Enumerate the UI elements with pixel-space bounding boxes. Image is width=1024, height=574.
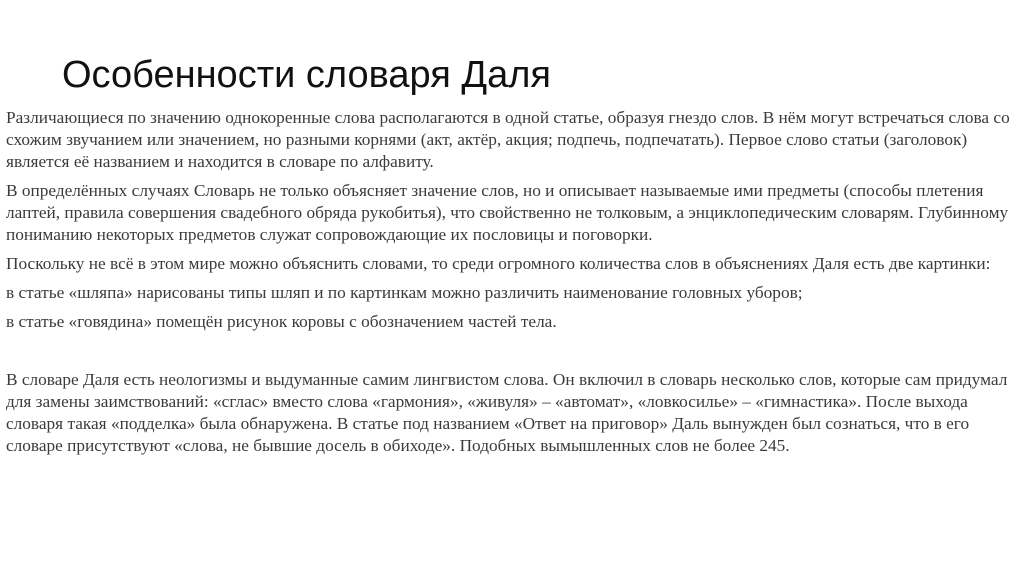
paragraph-beef-picture: в статье «говядина» помещён рисунок коровы с обозначением частей тела. xyxy=(6,312,557,331)
paragraph-word-nests: Различающиеся по значению однокоренные слова располагаются в одной статье, образуя гнездо слов. В нём могут встречаться слова со схожим звучанием или значением, но разными корнями (акт, актёр, акция; подпечь, подпечатать). Первое слово статьи (заголовок) является её названием и находится в словаре по алфавиту. xyxy=(6,108,1010,171)
paragraph-encyclopedic: В определённых случаях Словарь не только объясняет значение слов, но и описывает называемые ими предметы (способы плетения лаптей, правила совершения свадебного обряда рукобитья), что свойственно не толковым, а энциклопедическим словарям. Глубинному пониманию некоторых предметов служат сопровождающие их пословицы и поговорки. xyxy=(6,181,1009,244)
slide-body xyxy=(6,107,1016,464)
paragraph-pictures-intro: Поскольку не всё в этом мире можно объяснить словами, то среди огромного количества слов в объяснениях Даля есть две картинки: xyxy=(6,254,991,273)
paragraph-neologisms: В словаре Даля есть неологизмы и выдуманные самим лингвистом слова. Он включил в словарь несколько слов, которые сам придумал для замены заимствований: «сглас» вместо слова «гармония», «живуля» – «автомат», «ловкосилье» – «гимнастика». После выхода словаря такая «подделка» была обнаружена. В статье под названием «Ответ на приговор» Даль вынужден был сознаться, что в его словаре присутствуют «слова, не бывшие досель в обиходе». Подобных вымышленных слов не более 245. xyxy=(6,370,1008,455)
paragraph-hat-picture: в статье «шляпа» нарисованы типы шляп и по картинкам можно различить наименование головных уборов; xyxy=(6,283,803,302)
slide-title: Особенности словаря Даля xyxy=(62,54,551,96)
